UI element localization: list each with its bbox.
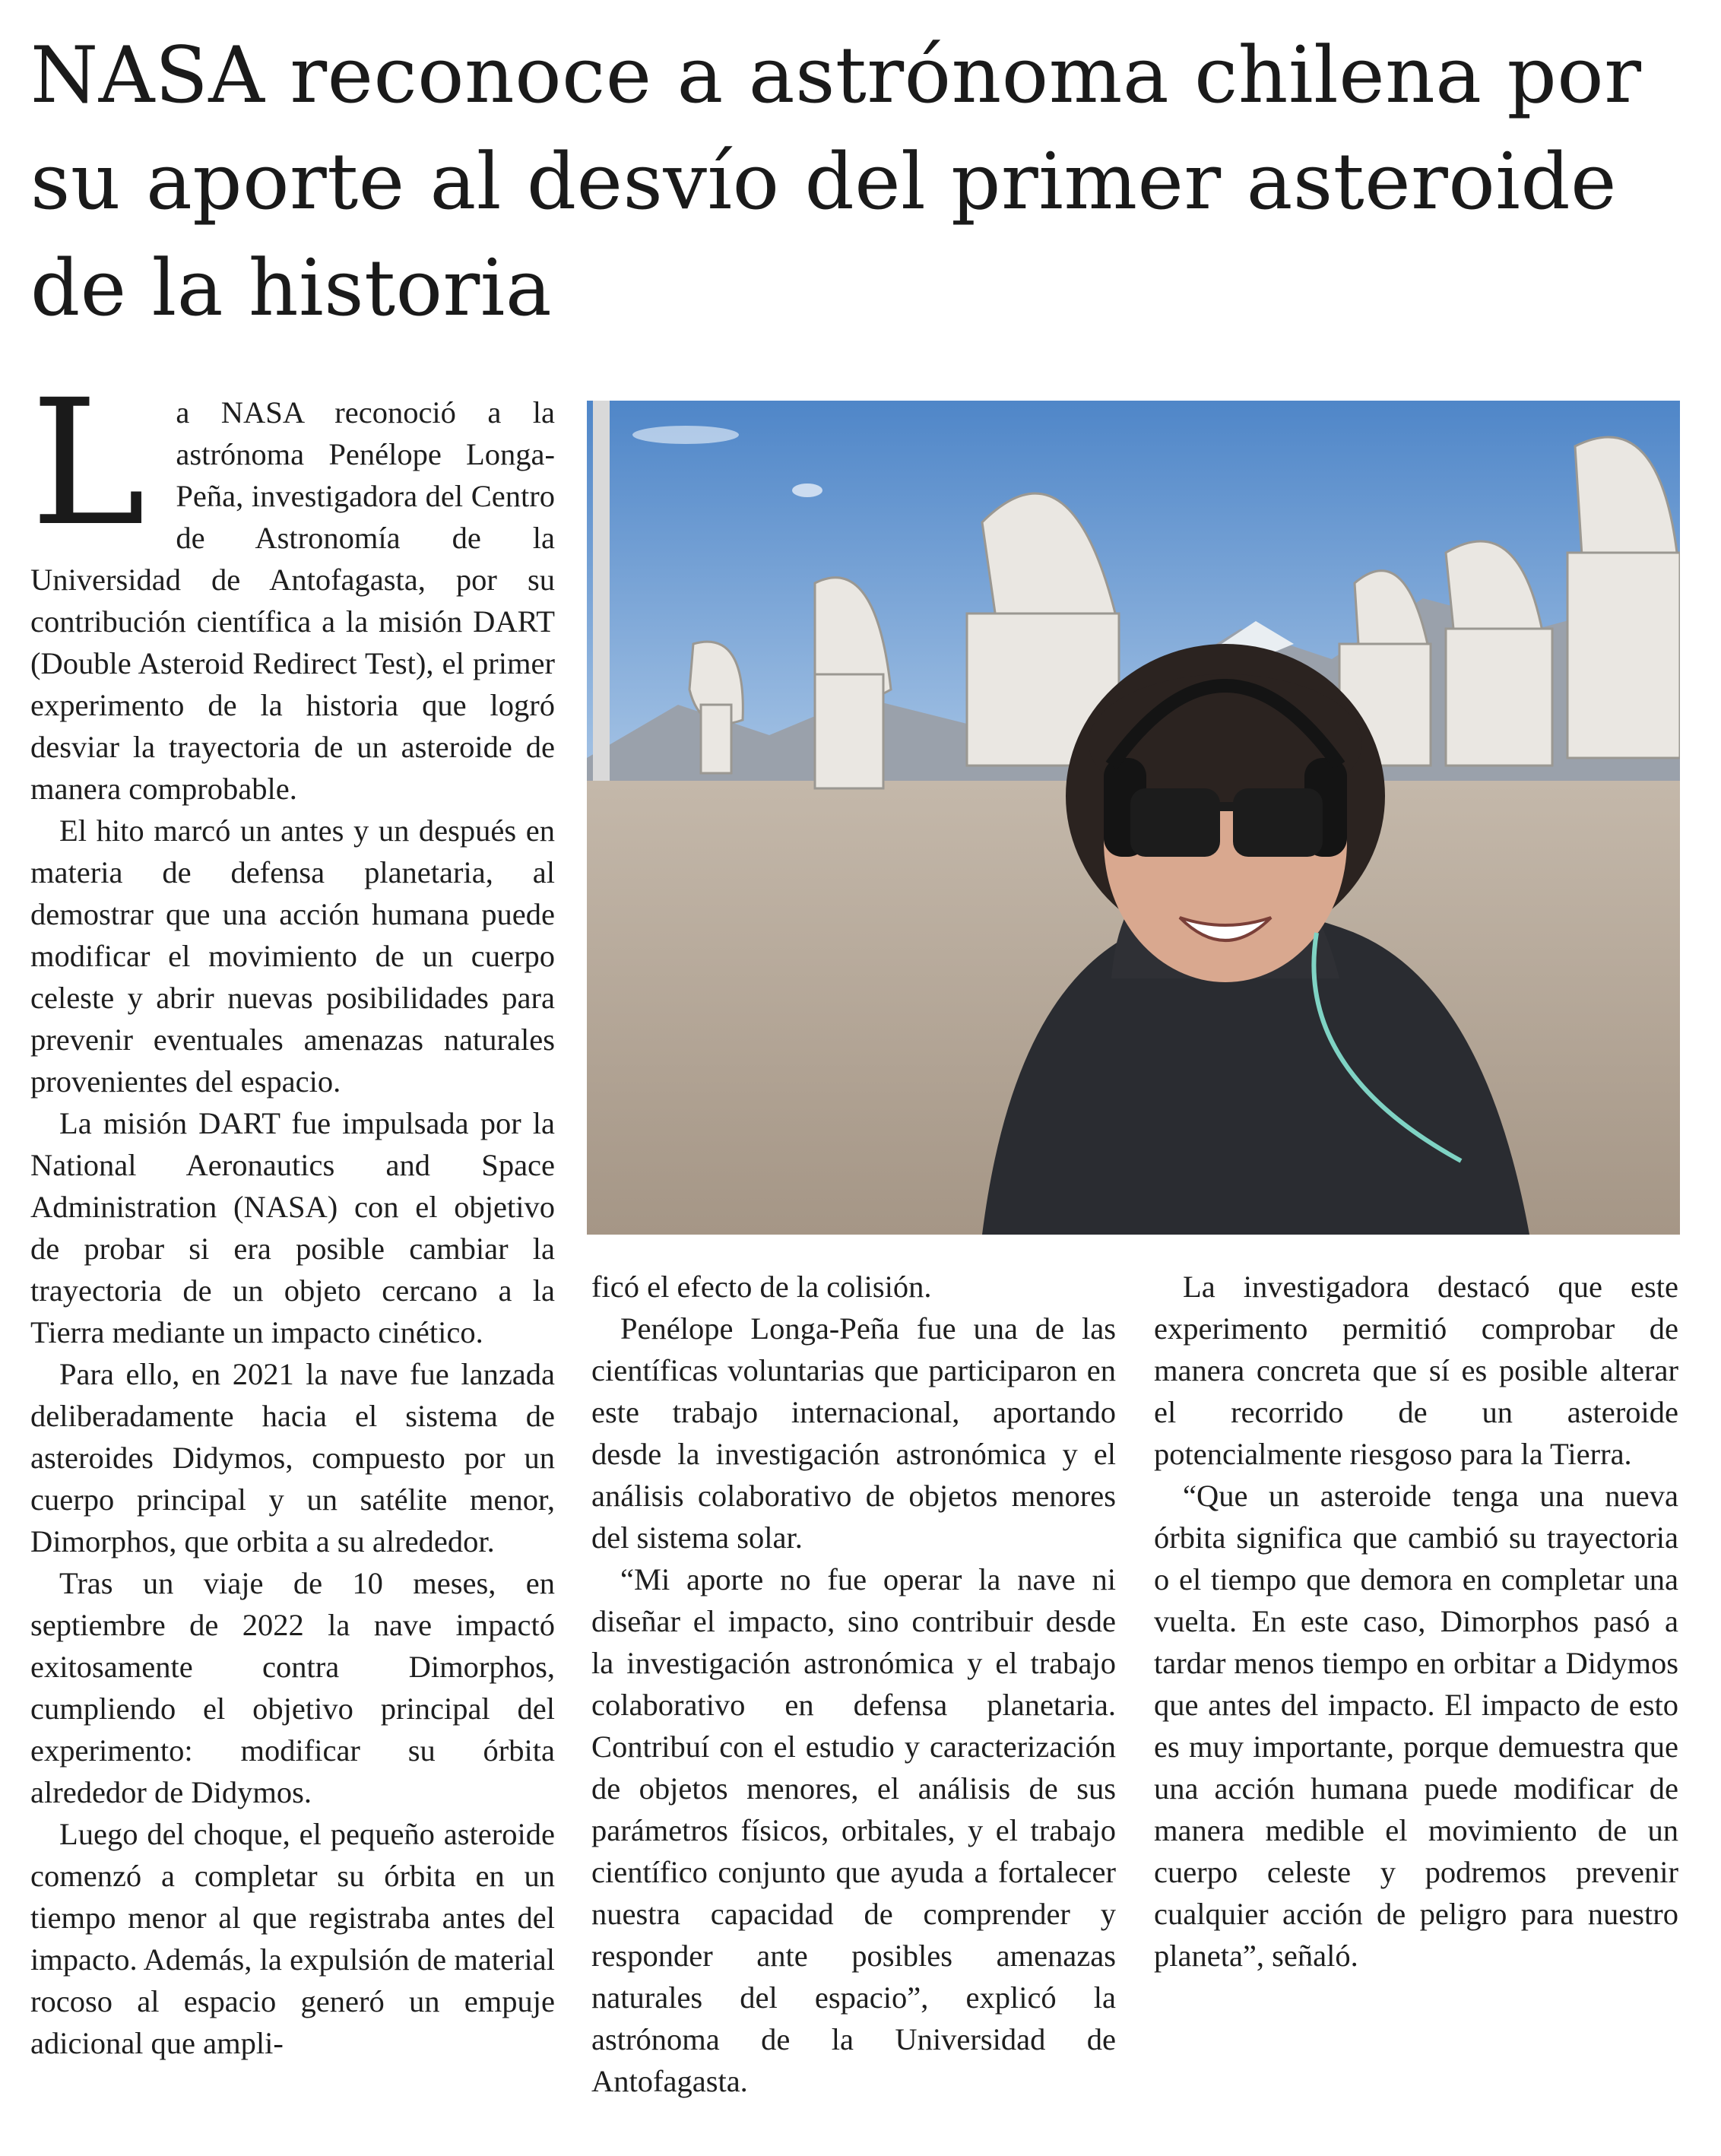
article-column-3 (1154, 1266, 1678, 1977)
paragraph: Luego del choque, el pequeño asteroide comenzó a completar su órbita en un tiempo menor al que registraba antes del impacto. Además, la expulsión de material rocoso al espacio generó un empuje adicional que ampli- (30, 1817, 555, 2060)
article-photo (587, 401, 1680, 1235)
paragraph: a NASA reconoció a la astrónoma Penélope Longa-Peña, investigadora del Centro de Astronomía de la Universidad de Antofagasta, por su contribución científica a la misión DART (Double Asteroid Redirect Test), el primer experimento de la historia que logró desviar la trayectoria de un asteroide de manera comprobable. (30, 395, 555, 806)
paragraph: “Mi aporte no fue operar la nave ni diseñar el impacto, sino contribuir desde la investigación astronómica y el trabajo colaborativo en defensa planetaria. Contribuí con el estudio y caracterización de objetos menores, el análisis de sus parámetros físicos, orbitales, y el trabajo científico conjunto que ayuda a fortalecer nuestra capacidad de comprender y responder ante posibles amenazas naturales del espacio”, explicó la astrónoma de la Universidad de Antofagasta. (591, 1562, 1116, 2098)
article-column-1 (30, 362, 555, 2064)
paragraph: Para ello, en 2021 la nave fue lanzada deliberadamente hacia el sistema de asteroides Didymos, compuesto por un cuerpo principal y un satélite menor, Dimorphos, que orbita a su alrededor. (30, 1357, 555, 1558)
headline: NASA reconoce a astrónoma chilena por su aporte al desvío del primer asteroide de la historia (30, 30, 1642, 334)
paragraph: Tras un viaje de 10 meses, en septiembre de 2022 la nave impactó exitosamente contra Dimorphos, cumpliendo el objetivo principal del experimento: modificar su órbita alrededor de Didymos. (30, 1566, 555, 1809)
paragraph: “Que un asteroide tenga una nueva órbita significa que cambió su trayectoria o el tiempo que demora en completar una vuelta. En este caso, Dimorphos pasó a tardar menos tiempo en orbitar a Didymos que antes del impacto. El impacto de esto es muy importante, porque demuestra que una acción humana puede modificar de manera medible el movimiento de un cuerpo celeste y podremos prevenir cualquier acción de peligro para nuestro planeta”, señaló. (1154, 1479, 1678, 1973)
drop-cap: L (30, 362, 146, 564)
article-column-2 (591, 1266, 1116, 2102)
paragraph: La misión DART fue impulsada por la National Aeronautics and Space Administration (NASA) con el objetivo de probar si era posible cambiar la trayectoria de un objeto cercano a la Tierra mediante un impacto cinético. (30, 1106, 555, 1349)
paragraph: Penélope Longa-Peña fue una de las científicas voluntarias que participaron en este trabajo internacional, aportando desde la investigación astronómica y el análisis colaborativo de objetos menores del sistema solar. (591, 1311, 1116, 1555)
paragraph: ficó el efecto de la colisión. (591, 1270, 932, 1304)
astronomer-selfie-illustration (587, 401, 1680, 1235)
paragraph: El hito marcó un antes y un después en materia de defensa planetaria, al demostrar que una acción humana puede modificar el movimiento de un cuerpo celeste y abrir nuevas posibilidades para prevenir eventuales amenazas naturales provenientes del espacio. (30, 813, 555, 1099)
paragraph: La investigadora destacó que este experimento permitió comprobar de manera concreta que sí es posible alterar el recorrido de un asteroide potencialmente riesgoso para la Tierra. (1154, 1270, 1678, 1471)
